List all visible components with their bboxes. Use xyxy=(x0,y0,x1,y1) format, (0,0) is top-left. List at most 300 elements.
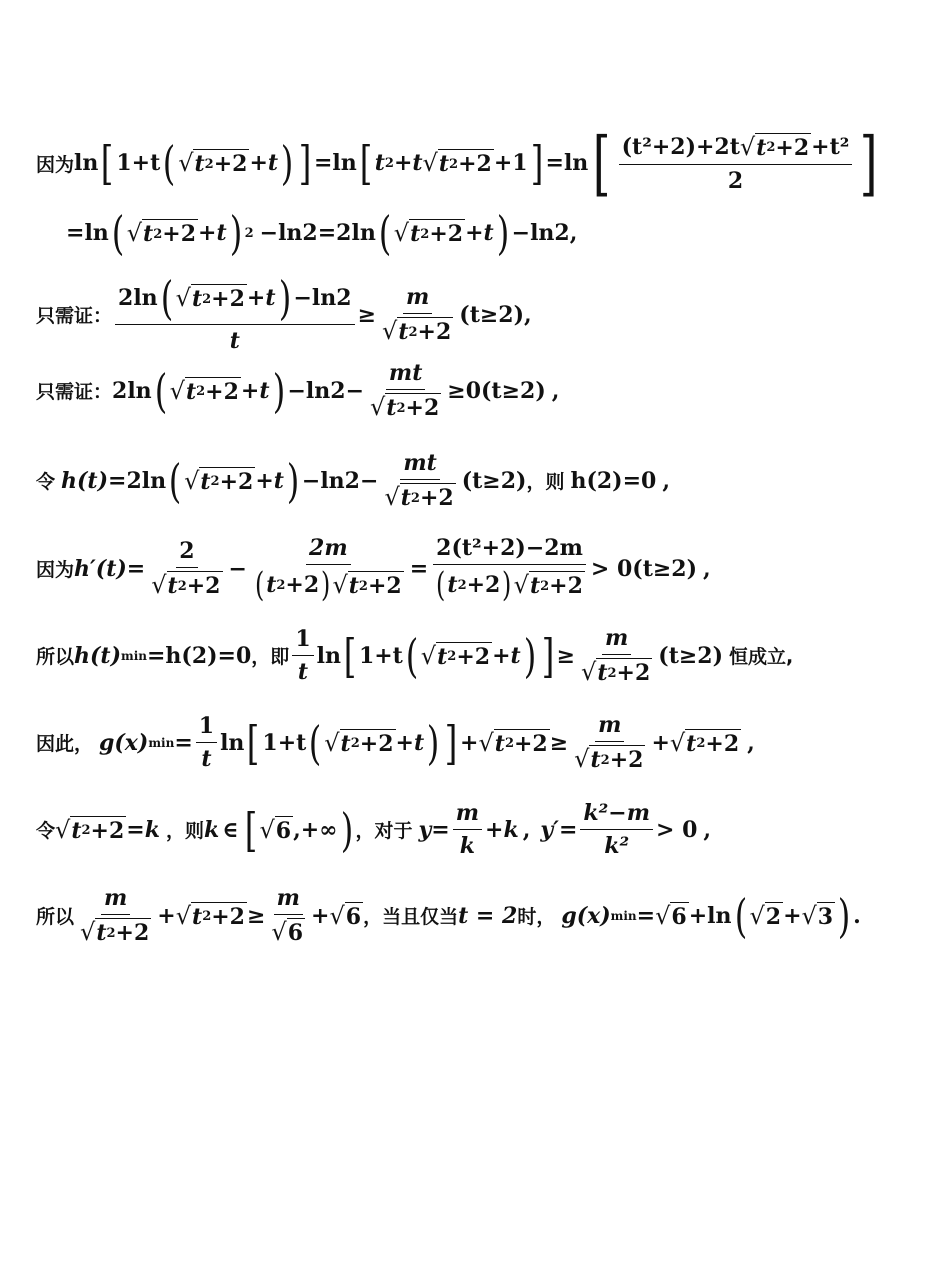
coef: 2 xyxy=(126,467,142,494)
sqrt: √ t 2 +2 xyxy=(382,317,452,345)
bracket: ] xyxy=(541,628,554,683)
sqrt: √ t 2 +2 xyxy=(669,728,740,757)
sqrt: √ 6 xyxy=(271,918,304,946)
text-dangqie: ，当且仅当 xyxy=(363,906,459,928)
t: t xyxy=(447,572,458,598)
ln: ln xyxy=(84,220,109,246)
equals: = xyxy=(146,642,166,669)
fraction xyxy=(250,535,407,605)
g-of-x: g(x) xyxy=(99,729,149,756)
plus: + xyxy=(651,729,670,756)
paren: ) xyxy=(340,802,353,857)
sqrt: √ t 2 +2 xyxy=(332,571,402,599)
equals: = xyxy=(126,555,146,582)
radicand: 6 xyxy=(671,903,687,930)
bracket: ] xyxy=(530,136,543,190)
plus2: +2 xyxy=(211,903,245,930)
plus: + xyxy=(485,816,504,843)
t: t xyxy=(437,643,448,670)
exp: 2 xyxy=(384,155,394,171)
denominator: t xyxy=(201,746,212,772)
equation-line-3 xyxy=(36,271,532,354)
t: t xyxy=(96,920,107,946)
exp: 2 xyxy=(447,649,457,664)
paren: ( xyxy=(111,206,125,260)
fraction xyxy=(367,360,444,421)
minus: − xyxy=(301,467,321,494)
t: t xyxy=(348,573,359,599)
t: t xyxy=(191,286,203,312)
sqrt: √ t 2 +2 xyxy=(55,815,125,844)
exp: 2 xyxy=(276,577,286,593)
t: t xyxy=(438,151,450,177)
text-shi: 时， xyxy=(517,906,556,928)
comma: , xyxy=(747,729,755,756)
numerator: m xyxy=(274,885,303,915)
sqrt: √ t 2 +2 xyxy=(175,901,245,930)
equals: = xyxy=(409,555,429,582)
t: t xyxy=(590,747,601,773)
ln: ln xyxy=(563,150,589,176)
ln: ln xyxy=(316,642,341,669)
exp: 2 xyxy=(408,324,418,340)
paren: ( xyxy=(405,628,419,683)
fraction xyxy=(77,885,154,946)
fraction xyxy=(571,712,648,773)
t: t xyxy=(259,377,270,404)
numerator: m xyxy=(602,625,631,655)
equation-line-5 xyxy=(36,450,670,511)
exp: 2 xyxy=(204,156,214,172)
denominator: 2 xyxy=(727,167,744,194)
plus: + xyxy=(255,467,274,494)
comma: , xyxy=(569,220,578,246)
fraction xyxy=(292,626,313,685)
exp: 2 xyxy=(396,400,406,416)
geq: ≥ xyxy=(549,729,569,756)
t-eq-2: t = 2 xyxy=(458,902,518,929)
sqrt: √ 6 xyxy=(259,815,292,844)
exp: 2 xyxy=(196,384,206,399)
numerator: 1 xyxy=(292,626,313,656)
sqrt: √ t 2 +2 xyxy=(175,284,245,312)
numerator: k²−m xyxy=(580,800,653,830)
text-suoyi: 所以 xyxy=(36,646,75,668)
plus: + xyxy=(240,377,260,404)
text-yinci: 因此， xyxy=(36,733,94,755)
exp: 2 xyxy=(210,474,220,489)
h-prime: h′(t) xyxy=(74,555,127,582)
comma: , xyxy=(551,377,560,404)
sqrt: √ 6 xyxy=(329,901,362,930)
text-ze: ，则 xyxy=(165,820,204,842)
minus: − xyxy=(228,555,247,582)
h-of-t: h(t) xyxy=(61,467,108,494)
denominator xyxy=(379,314,456,345)
plus: + xyxy=(249,150,268,176)
plus: + xyxy=(465,220,484,246)
denominator: t xyxy=(297,659,309,685)
text-ling: 令 xyxy=(36,820,56,842)
plus2: +2 xyxy=(115,920,150,946)
expr: +t² xyxy=(811,133,850,160)
plus2: +2 xyxy=(549,573,583,599)
condition: (t≥2) xyxy=(658,642,724,669)
sqrt: √ t 2 +2 xyxy=(384,483,454,511)
bracket: [ xyxy=(244,802,257,857)
exp: 2 xyxy=(696,736,706,751)
bracket: [ xyxy=(247,715,260,770)
numerator: 2m xyxy=(306,535,351,565)
h-of-2: h(2)=0 xyxy=(570,467,657,494)
plus: + xyxy=(198,220,217,246)
h-of-2: h(2)=0 xyxy=(165,642,252,669)
equals: = xyxy=(636,902,656,929)
plus2: +2 xyxy=(417,319,452,345)
fraction xyxy=(619,133,853,194)
sqrt: √ 2 xyxy=(749,901,782,930)
sqrt: √ t 2 +2 xyxy=(126,219,197,247)
t: t xyxy=(340,730,351,757)
geq: ≥ xyxy=(357,301,377,328)
sqrt: √ t 2 +2 xyxy=(581,658,651,686)
fraction xyxy=(453,800,482,859)
exp: 2 xyxy=(202,291,212,307)
fraction xyxy=(381,450,458,511)
exp: 2 xyxy=(766,140,776,155)
plus2: +2 xyxy=(456,643,491,670)
denominator: ( t 2 +2 ) √ t 2 +2 xyxy=(436,565,583,605)
sqrt: √ 6 xyxy=(655,901,687,930)
numerator: mt xyxy=(400,450,439,480)
fraction xyxy=(580,800,653,859)
numerator: 2(t²+2)−2m xyxy=(433,535,586,565)
minus: − xyxy=(360,467,379,494)
sqrt: √ t 2 +2 xyxy=(574,745,644,773)
t: t xyxy=(194,151,205,177)
plus2: +2 xyxy=(90,817,125,844)
min-sub: min xyxy=(121,648,147,663)
equation-line-7 xyxy=(36,625,793,686)
plus2: +2 xyxy=(458,151,492,177)
paren: ) xyxy=(229,206,242,260)
expr: (t²+2)+2t xyxy=(621,133,740,160)
numerator xyxy=(619,133,853,165)
fraction xyxy=(115,271,355,354)
t: t xyxy=(143,221,154,247)
denominator xyxy=(148,568,225,599)
radicand: 6 xyxy=(275,817,292,844)
minus: − xyxy=(287,377,306,404)
plus2: +2 xyxy=(419,485,454,511)
numerator: 2 xyxy=(176,538,197,568)
fraction xyxy=(268,885,308,946)
denominator xyxy=(381,480,458,511)
t: t xyxy=(510,642,521,669)
fraction xyxy=(431,535,588,605)
fraction xyxy=(379,284,456,345)
comma: , xyxy=(522,816,531,843)
equals: = xyxy=(545,150,564,176)
sqrt: √ t 2 +2 xyxy=(80,918,150,946)
ln: ln xyxy=(133,285,158,311)
ln: ln xyxy=(141,467,167,494)
denominator: k² xyxy=(604,833,630,859)
k: k xyxy=(144,816,160,843)
condition: (t≥2) xyxy=(459,301,525,328)
bracket: [ xyxy=(101,136,114,190)
denominator xyxy=(268,915,308,946)
denominator: t xyxy=(229,328,240,354)
text-hengchengli: 恒成立, xyxy=(729,646,794,668)
exp: 2 xyxy=(420,226,430,242)
sqrt: √ t 2 +2 xyxy=(151,571,221,599)
minus: − xyxy=(293,285,312,311)
paren: ) xyxy=(280,136,294,190)
plus2: +2 xyxy=(429,221,464,247)
paren: ( xyxy=(378,206,392,260)
plus: + xyxy=(395,729,414,756)
h-of-t: h(t) xyxy=(74,642,121,669)
comma: , xyxy=(703,816,712,843)
gt-zero: > 0 xyxy=(655,816,698,843)
t: t xyxy=(386,395,397,421)
t: t xyxy=(597,660,608,686)
t: t xyxy=(266,572,277,598)
paren: ( xyxy=(734,888,747,943)
sqrt: √ t 2 +2 xyxy=(420,641,491,670)
infinity: ,+∞ xyxy=(293,816,338,843)
text-suoyi: 所以 xyxy=(36,906,75,928)
equals: = xyxy=(431,816,450,843)
denominator xyxy=(571,742,648,773)
paren: ) xyxy=(426,715,440,770)
t: t xyxy=(267,150,279,176)
plus2: +2 xyxy=(162,221,197,247)
plus2: +2 xyxy=(775,134,810,161)
plus2: +2 xyxy=(705,730,740,757)
exp: 2 xyxy=(106,925,116,941)
equation-line-8 xyxy=(36,712,755,773)
numerator: m xyxy=(101,885,130,915)
denominator xyxy=(367,390,444,421)
condition: > 0(t≥2) xyxy=(590,555,698,582)
plus2: +2 xyxy=(211,286,245,312)
sqrt: √ t 2 +2 xyxy=(184,466,254,495)
geq: ≥ xyxy=(246,902,266,929)
minus: − xyxy=(259,220,279,246)
exp: 2 xyxy=(607,665,617,681)
t: t xyxy=(374,150,385,176)
equals: = xyxy=(313,150,333,176)
radicand: 6 xyxy=(287,920,304,946)
exp: 2 xyxy=(358,578,368,594)
bracket: [ xyxy=(593,122,611,204)
plus-one: +1 xyxy=(493,150,528,176)
radicand: 6 xyxy=(345,903,362,930)
ln2: ln2 xyxy=(305,377,346,404)
equation-line-1 xyxy=(36,122,883,204)
k: k xyxy=(203,816,220,843)
t: t xyxy=(398,319,409,345)
min-sub: min xyxy=(610,908,637,923)
expr: 1+t xyxy=(262,729,307,756)
expr: 1+t xyxy=(358,642,403,669)
numerator: m xyxy=(403,284,432,314)
ln: ln xyxy=(351,220,376,246)
paren: ( xyxy=(168,453,182,508)
t: t xyxy=(686,730,697,757)
numerator xyxy=(115,271,355,325)
paren: ( xyxy=(154,363,167,418)
comma: , xyxy=(662,467,670,494)
equals: = xyxy=(317,220,337,246)
equation-line-9 xyxy=(36,800,711,859)
plus2: +2 xyxy=(359,730,394,757)
plus2: +2 xyxy=(513,730,548,757)
t: t xyxy=(200,468,211,495)
t: t xyxy=(265,285,276,311)
exp: 2 xyxy=(177,578,187,594)
minus: − xyxy=(345,377,365,404)
paren: ) xyxy=(278,271,291,325)
equation-line-10 xyxy=(36,885,861,946)
k: k xyxy=(503,816,519,843)
comma: , xyxy=(703,555,711,582)
ln: ln xyxy=(707,902,732,929)
exp: 2 xyxy=(449,156,459,172)
equals: = xyxy=(558,816,578,843)
sqrt: √ t 2 +2 xyxy=(422,149,492,177)
fraction xyxy=(578,625,655,686)
paren: ( xyxy=(162,136,176,190)
plus2: +2 xyxy=(205,378,239,405)
t: t xyxy=(756,134,767,161)
t: t xyxy=(529,573,541,599)
plus2: +2 xyxy=(285,572,320,598)
radicand: 2 xyxy=(765,903,782,930)
plus: + xyxy=(157,902,176,929)
fraction xyxy=(148,538,225,599)
g-of-x: g(x) xyxy=(561,902,611,929)
paren: ) xyxy=(286,453,300,508)
exp: 2 xyxy=(350,736,360,751)
sqrt: √ t 2 +2 xyxy=(370,393,440,421)
sqrt: √ t 2 +2 xyxy=(478,728,548,757)
t: t xyxy=(410,221,421,247)
t: t xyxy=(400,485,411,511)
exp: 2 xyxy=(153,226,163,242)
coef: 2 xyxy=(118,285,134,311)
equation-line-6 xyxy=(36,535,711,605)
numerator: m xyxy=(595,712,624,742)
plus: + xyxy=(393,150,413,176)
exp: 2 xyxy=(244,225,254,241)
exp: 2 xyxy=(600,752,610,768)
plus2: +2 xyxy=(466,572,501,598)
text-ze: ，则 xyxy=(526,471,565,493)
t: t xyxy=(167,573,178,599)
equals: = xyxy=(66,220,85,246)
equation-line-2 xyxy=(66,206,578,260)
denominator xyxy=(77,915,154,946)
text-yinwei: 因为 xyxy=(36,559,75,581)
sqrt: √ t 2 +2 xyxy=(393,219,464,247)
t: t xyxy=(273,467,284,494)
expr: 1+t xyxy=(116,150,161,176)
ln2: ln2 xyxy=(530,220,570,246)
min-sub: min xyxy=(148,735,175,750)
radicand: 3 xyxy=(817,903,834,930)
denominator: ( t 2 +2 ) √ t 2 +2 xyxy=(254,565,402,605)
coef: 2 xyxy=(336,220,352,246)
sqrt: √ t 2 +2 xyxy=(324,728,394,757)
equals: = xyxy=(174,729,193,756)
bracket: ] xyxy=(444,715,458,770)
sqrt: √ t 2 +2 xyxy=(178,149,248,177)
numerator: mt xyxy=(386,360,425,390)
paren: ) xyxy=(523,628,536,683)
t: t xyxy=(192,903,203,930)
plus2: +2 xyxy=(213,151,248,177)
condition: (t≥2) xyxy=(461,467,527,494)
ln: ln xyxy=(332,150,357,176)
plus2: +2 xyxy=(219,468,254,495)
equals: = xyxy=(108,467,127,494)
plus: + xyxy=(460,729,479,756)
minus: − xyxy=(511,220,531,246)
ln2: ln2 xyxy=(320,467,360,494)
plus: + xyxy=(688,902,708,929)
exp: 2 xyxy=(81,823,91,838)
equals: = xyxy=(126,816,145,843)
in-symbol: ∈ xyxy=(222,816,239,843)
plus2: +2 xyxy=(616,660,651,686)
t: t xyxy=(483,220,494,246)
plus2: +2 xyxy=(367,573,402,599)
plus: + xyxy=(311,902,330,929)
denominator xyxy=(578,655,655,686)
coef: 2 xyxy=(112,377,128,404)
paren: ) xyxy=(837,888,851,943)
paren: ( xyxy=(160,271,173,325)
period: . xyxy=(853,902,861,929)
ln: ln xyxy=(74,150,99,176)
exp: 2 xyxy=(540,578,550,594)
t: t xyxy=(216,220,227,246)
plus2: +2 xyxy=(186,573,221,599)
text-ling: 令 xyxy=(36,471,56,493)
condition: ≥0(t≥2) xyxy=(447,377,546,404)
y-prime: y′ xyxy=(540,816,559,843)
text-ji: ，即 xyxy=(251,646,290,668)
exp: 2 xyxy=(202,909,212,924)
text-zhixuzheng: 只需证： xyxy=(36,305,113,327)
sqrt: √ t 2 +2 xyxy=(513,571,583,599)
paren: ) xyxy=(272,363,285,418)
text-duiyu: ，对于 xyxy=(355,820,413,842)
plus: + xyxy=(246,285,266,311)
numerator: m xyxy=(453,800,482,830)
plus: + xyxy=(783,902,802,929)
t: t xyxy=(494,730,505,757)
exp: 2 xyxy=(410,490,420,506)
comma: , xyxy=(524,301,532,328)
denominator: k xyxy=(459,833,475,859)
plus2: +2 xyxy=(609,747,644,773)
bracket: [ xyxy=(359,136,373,190)
bracket: ] xyxy=(298,136,312,190)
